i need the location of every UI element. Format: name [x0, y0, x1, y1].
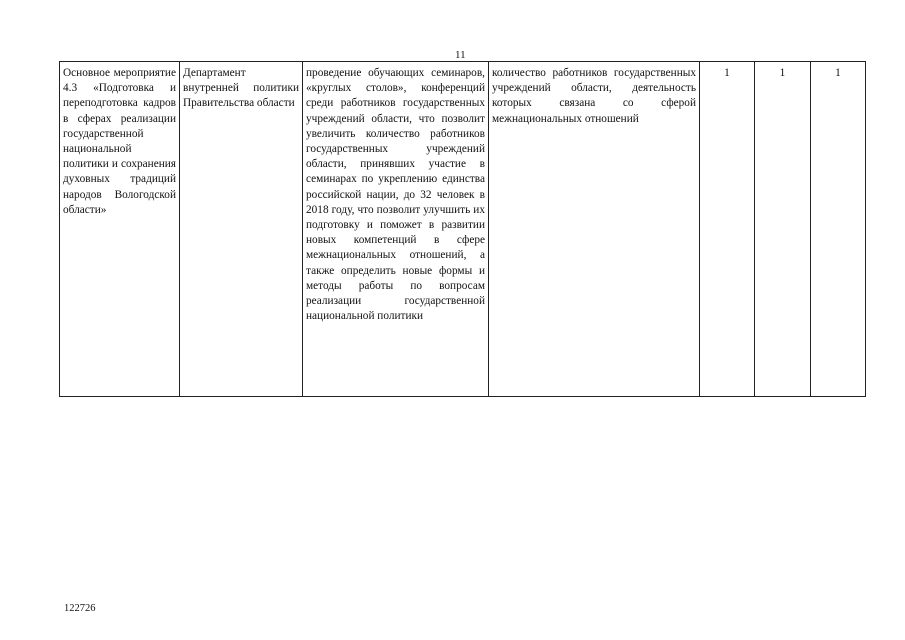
value-1: 1 — [724, 67, 730, 79]
value-3: 1 — [835, 67, 841, 79]
value-2: 1 — [779, 67, 786, 79]
executor-cell — [180, 62, 303, 397]
value-3-cell — [811, 62, 866, 397]
program-table — [59, 61, 866, 397]
indicator-text: количество работников государственных учреждений области, деятельность которых связана со сферой межнациональных отношений — [492, 67, 696, 125]
value-2-cell — [755, 62, 811, 397]
measure-cell — [60, 62, 180, 397]
document-id: 122726 — [64, 603, 96, 614]
value-1-cell — [700, 62, 755, 397]
page-number: 11 — [455, 49, 466, 61]
expected-result-cell — [303, 62, 489, 397]
expected-result-text: проведение обучающих семинаров, «круглых столов», конференций среди работников государственных учреждений области, что позволит увеличить количество работников государственных учреждений области, принявших участие в семинарах по укреплению единства российской нации, до 32 человек в 2018 году, что позволит улучшить их подготовку и поможет в развитии новых компетенций в сфере межнациональных отношений, а также определить новые формы и методы работы по вопросам реализации государственной национальной политики — [306, 67, 485, 323]
indicator-cell — [489, 62, 700, 397]
executor-text: Департамент внутренней политики Правительства области — [183, 67, 299, 110]
measure-text: Основное мероприятие 4.3 «Подготовка и переподготовка кадров в сферах реализации государственной национальной политики и сохранения духовных традиций народов Вологодской области» — [63, 67, 176, 216]
table-row — [60, 62, 866, 397]
